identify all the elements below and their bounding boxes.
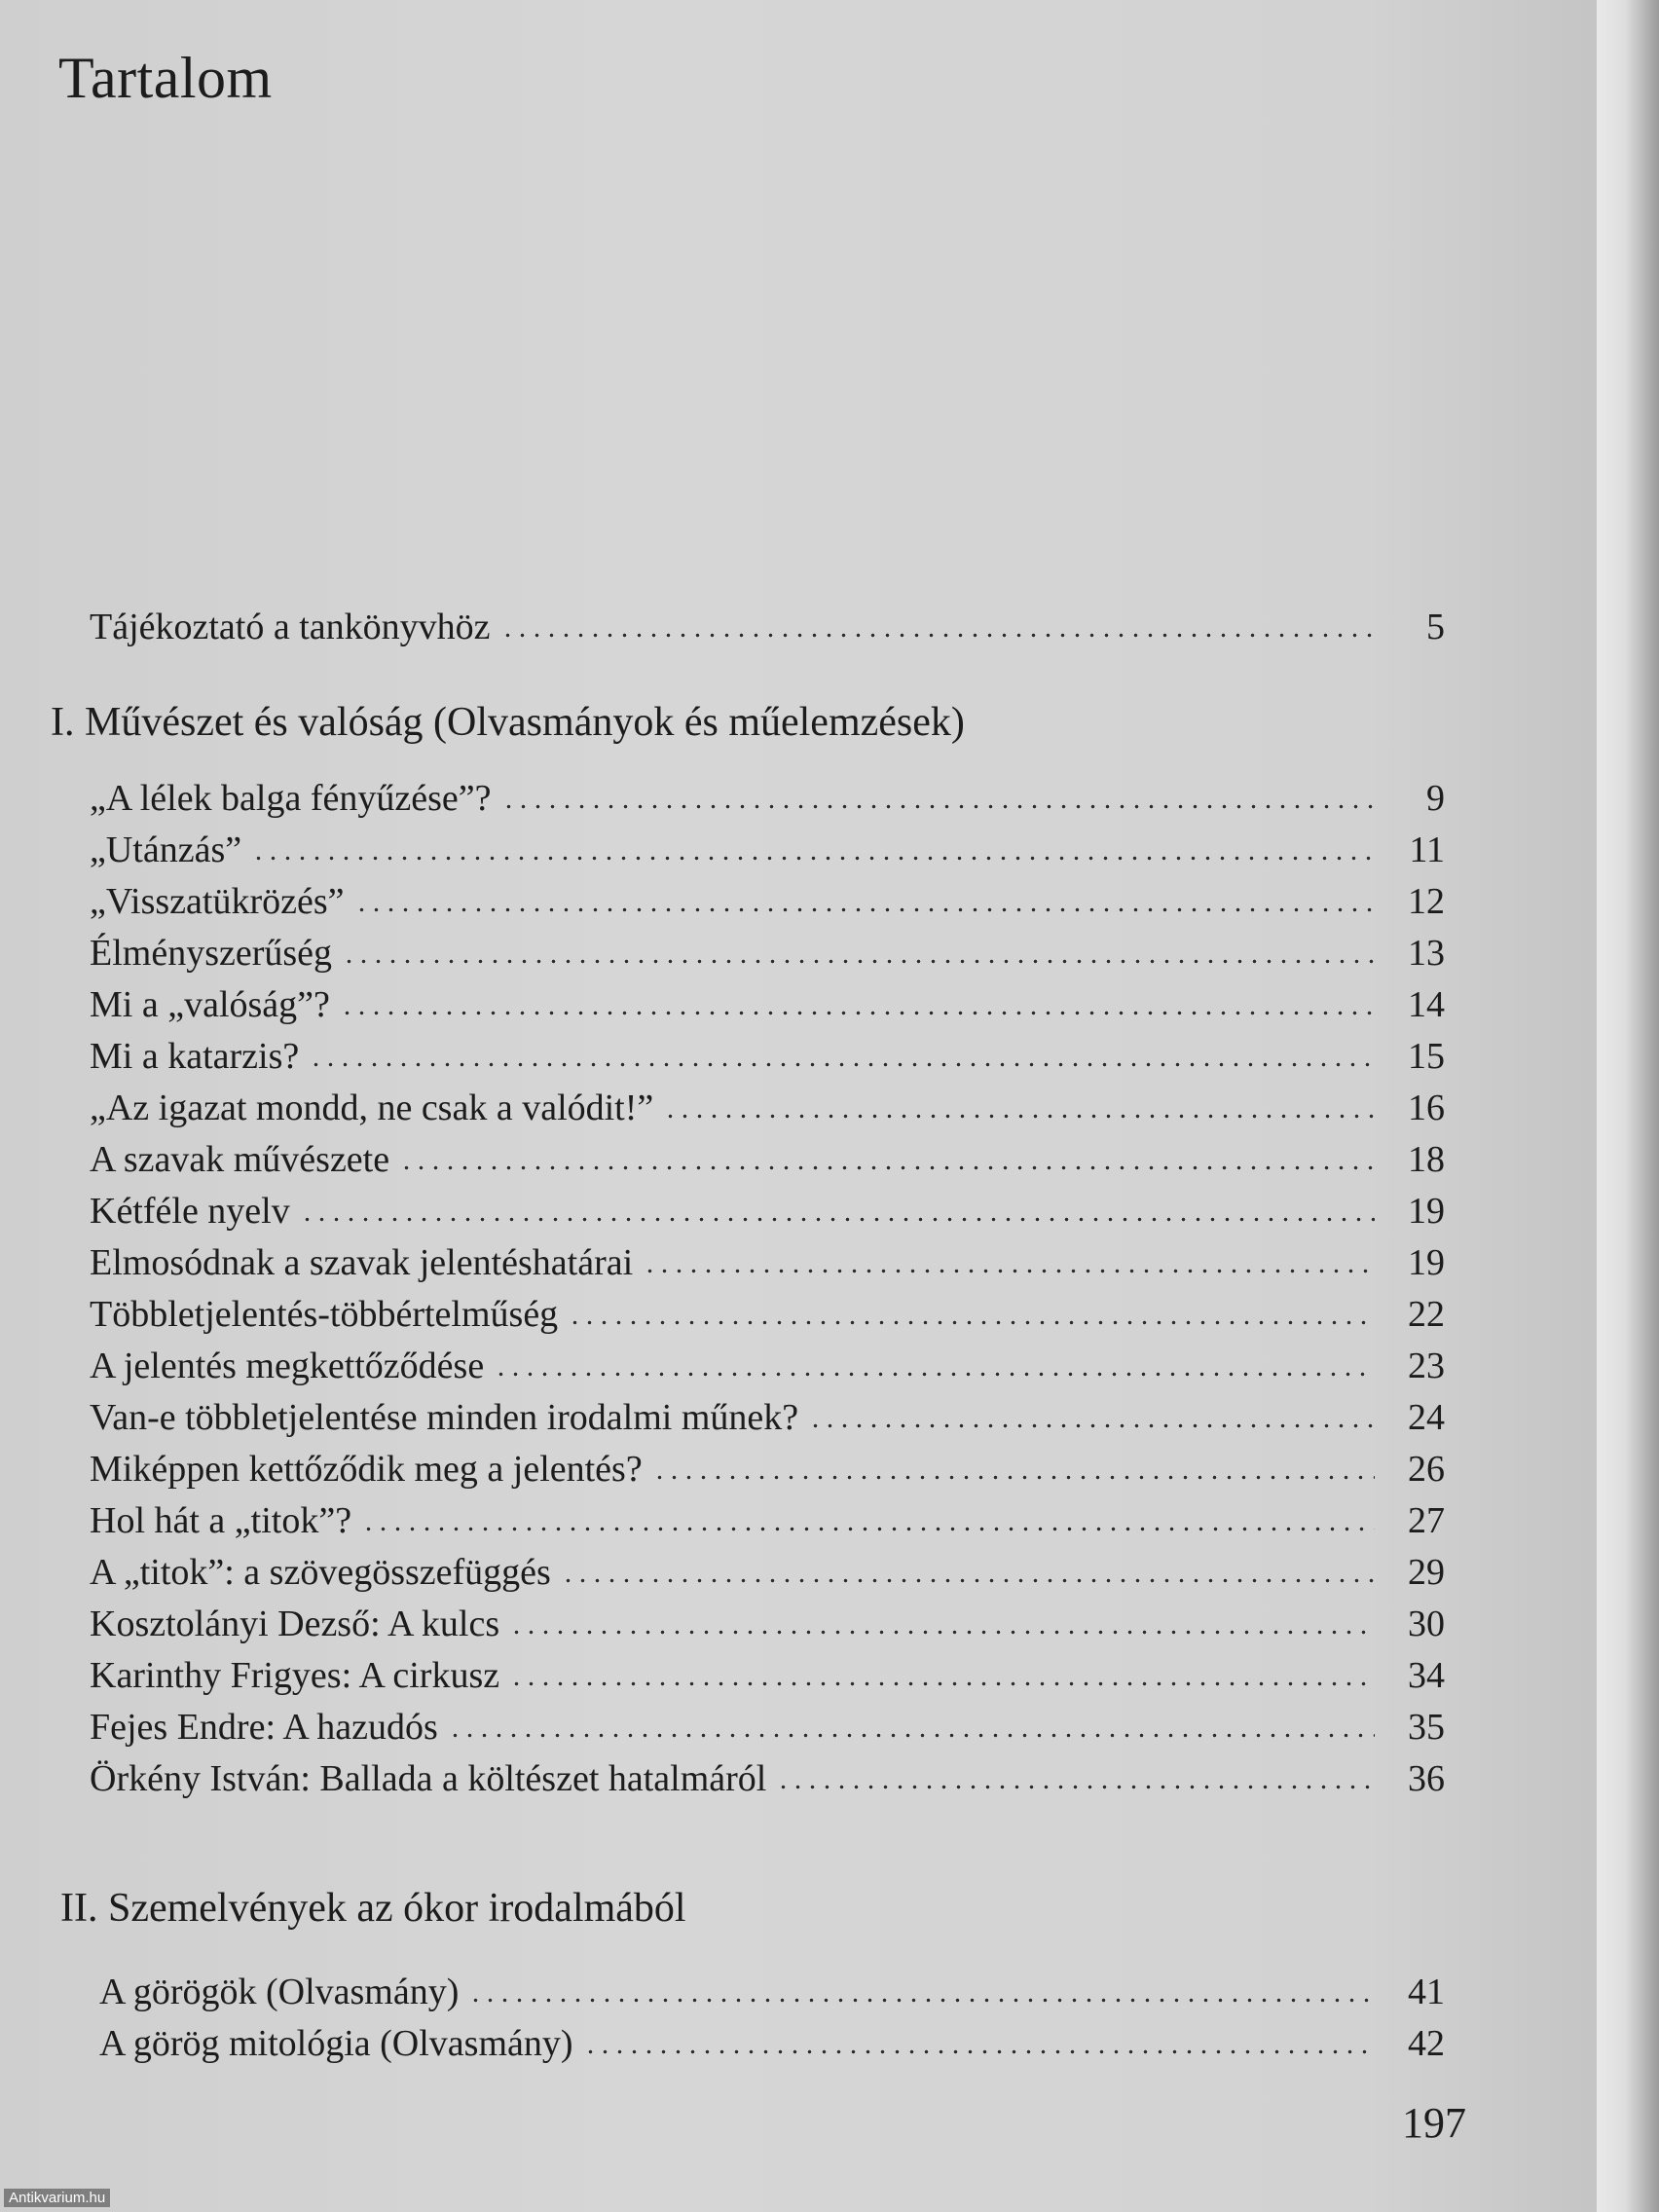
toc-entry <box>90 1698 1451 1749</box>
page-number: 197 <box>1402 2099 1466 2147</box>
dot-leader <box>501 804 1376 809</box>
toc-entry-title: Mi a katarzis? <box>90 1036 300 1077</box>
toc-entry <box>90 1750 1451 1800</box>
dot-leader <box>342 959 1375 964</box>
toc-entry-title: Kétféle nyelv <box>90 1191 290 1232</box>
toc-entry-page: 35 <box>1408 1707 1445 1748</box>
toc-entry-title: „Az igazat mondd, ne csak a valódit!” <box>90 1088 654 1128</box>
toc-entry-title: Kosztolányi Dezső: A kulcs <box>90 1604 500 1644</box>
toc-entry <box>90 872 1451 923</box>
toc-entry <box>90 1130 1451 1181</box>
toc-entry <box>90 976 1451 1026</box>
toc-entry <box>90 1027 1451 1078</box>
toc-entry <box>90 1234 1451 1284</box>
dot-leader <box>494 1372 1375 1377</box>
toc-entry-title: Tájékoztató a tankönyvhöz <box>90 607 491 647</box>
toc-entry-page: 22 <box>1408 1294 1445 1335</box>
toc-entry-title: „Visszatükrözés” <box>90 881 345 922</box>
toc-entry-page: 19 <box>1408 1242 1445 1283</box>
toc-entry-title: Örkény István: Ballada a költészet hatalmáról <box>90 1758 767 1799</box>
toc-entry-page: 30 <box>1408 1604 1445 1644</box>
toc-entry-page: 14 <box>1408 984 1445 1025</box>
dot-leader <box>448 1733 1375 1738</box>
toc-entry-title: A szavak művészete <box>90 1139 390 1180</box>
toc-entry-title: Fejes Endre: A hazudós <box>90 1707 438 1748</box>
dot-leader <box>652 1475 1375 1480</box>
dot-leader <box>583 2049 1375 2054</box>
toc-entry-page: 12 <box>1408 881 1445 922</box>
dot-leader <box>468 1998 1375 2003</box>
dot-leader <box>251 856 1375 861</box>
dot-leader <box>361 1527 1375 1531</box>
toc-entry-page: 15 <box>1408 1036 1445 1077</box>
toc-entry-title: A görög mitológia (Olvasmány) <box>99 2023 573 2064</box>
toc-entry-title: Van-e többletjelentése minden irodalmi műnek? <box>90 1397 799 1438</box>
page-edge <box>1597 0 1659 2212</box>
page-heading: Tartalom <box>58 46 273 110</box>
dot-leader <box>808 1423 1375 1428</box>
toc-entry-intro <box>90 598 1451 648</box>
toc-entry-page: 23 <box>1408 1346 1445 1386</box>
toc-entry-page: 42 <box>1408 2023 1445 2064</box>
dot-leader <box>568 1320 1375 1325</box>
dot-leader <box>643 1269 1375 1273</box>
dot-leader <box>561 1578 1375 1583</box>
toc-entry <box>90 1079 1451 1129</box>
toc-entry-title: Elmosódnak a szavak jelentéshatárai <box>90 1242 634 1283</box>
watermark: Antikvarium.hu <box>4 2189 110 2207</box>
dot-leader <box>309 1062 1375 1067</box>
toc-entry <box>99 2014 1451 2065</box>
toc-entry-page: 27 <box>1408 1500 1445 1541</box>
toc-entry <box>90 1646 1451 1697</box>
toc-entry <box>90 1388 1451 1439</box>
toc-entry-title: Miképpen kettőződik meg a jelentés? <box>90 1449 643 1490</box>
toc-entry <box>90 1595 1451 1645</box>
toc-entry-page: 13 <box>1408 933 1445 974</box>
toc-entry-page: 11 <box>1409 830 1445 870</box>
toc-entry <box>90 1492 1451 1542</box>
dot-leader <box>509 1681 1375 1686</box>
toc-entry <box>90 924 1451 975</box>
dot-leader <box>354 907 1376 912</box>
toc-entry-title: „Utánzás” <box>90 830 242 870</box>
dot-leader <box>340 1011 1375 1015</box>
dot-leader <box>509 1630 1375 1635</box>
toc-entry <box>90 821 1451 871</box>
toc-entry-title: Karinthy Frigyes: A cirkusz <box>90 1655 500 1696</box>
toc-entry-page: 29 <box>1408 1552 1445 1593</box>
section-title-2: II. Szemelvények az ókor irodalmából <box>60 1886 686 1931</box>
toc-entry-page: 18 <box>1408 1139 1445 1180</box>
toc-entry-title: A görögök (Olvasmány) <box>99 1972 460 2012</box>
toc-entry-page: 19 <box>1408 1191 1445 1232</box>
toc-entry-page: 41 <box>1408 1972 1445 2012</box>
toc-entry-title: A „titok”: a szövegösszefüggés <box>90 1552 551 1593</box>
dot-leader <box>663 1114 1375 1119</box>
toc-entry <box>90 1337 1451 1387</box>
toc-entry <box>90 1182 1451 1233</box>
toc-entry-title: Hol hát a „titok”? <box>90 1500 352 1541</box>
toc-entry-title: Mi a „valóság”? <box>90 984 330 1025</box>
section-title-1: I. Művészet és valóság (Olvasmányok és műelemzések) <box>51 700 965 745</box>
toc-entry <box>90 1285 1451 1336</box>
toc-entry-page: 26 <box>1408 1449 1445 1490</box>
toc-entry <box>90 1543 1451 1594</box>
toc-entry-page: 24 <box>1408 1397 1445 1438</box>
toc-entry-page: 5 <box>1426 607 1445 647</box>
toc-entry-page: 34 <box>1408 1655 1445 1696</box>
toc-entry-page: 9 <box>1426 778 1445 819</box>
toc-entry <box>90 1440 1451 1491</box>
toc-entry <box>99 1963 1451 2013</box>
dot-leader <box>500 633 1375 638</box>
toc-entry-title: A jelentés megkettőződése <box>90 1346 485 1386</box>
toc-entry-page: 16 <box>1408 1088 1445 1128</box>
dot-leader <box>776 1785 1375 1789</box>
toc-entry <box>90 769 1451 820</box>
dot-leader <box>399 1165 1375 1170</box>
toc-entry-title: Élményszerűség <box>90 933 333 974</box>
toc-entry-title: „A lélek balga fényűzése”? <box>90 778 492 819</box>
toc-entry-page: 36 <box>1408 1758 1445 1799</box>
dot-leader <box>300 1217 1375 1222</box>
toc-entry-title: Többletjelentés-többértelműség <box>90 1294 559 1335</box>
